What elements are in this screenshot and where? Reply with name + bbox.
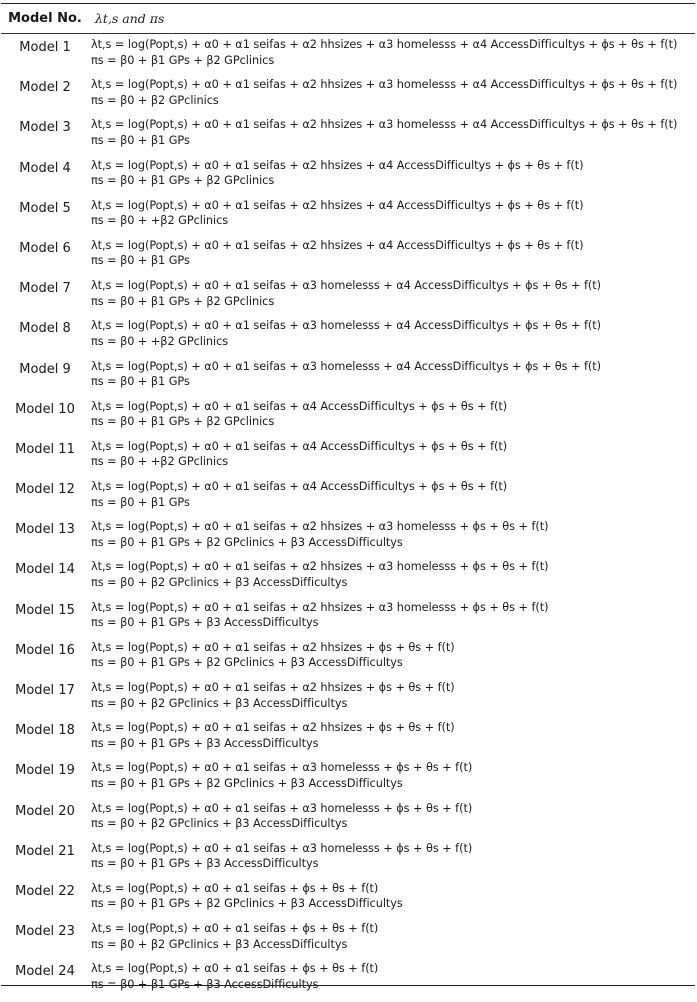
table-row — [1, 37, 695, 77]
pi-equation: πs = β0 + β1 GPs — [91, 254, 190, 268]
table-row — [1, 278, 695, 318]
table-row — [1, 238, 695, 278]
pi-equation: πs = β0 + β1 GPs + β2 GPclinics + β3 AccessDifficultys — [91, 535, 403, 549]
model-equations — [89, 318, 601, 358]
table-row — [1, 760, 695, 800]
model-number: Model 7 — [19, 281, 71, 297]
model-number: Model 9 — [19, 361, 71, 377]
pi-equation: πs = β0 + β1 GPs + β3 AccessDifficultys — [91, 977, 319, 991]
model-equations — [89, 921, 378, 961]
model-number: Model 1 — [19, 40, 71, 55]
pi-equation: πs = β0 + β2 GPclinics + β3 AccessDifficultys — [91, 937, 348, 951]
model-number: Model 19 — [15, 763, 75, 779]
model-equations — [89, 559, 549, 599]
model-equations — [89, 198, 583, 238]
table-row — [1, 198, 695, 238]
model-equations — [89, 479, 507, 519]
lambda-equation: λt,s = log(Popt,s) + α0 + α1 seifas + α4 AccessDifficultys + ϕs + θs + f(t) — [91, 399, 508, 413]
model-number: Model 10 — [15, 401, 75, 417]
lambda-equation: λt,s = log(Popt,s) + α0 + α1 seifas + α2 hhsizes + α4 AccessDifficultys + ϕs + θs + f(t) — [91, 238, 584, 252]
model-equations — [89, 399, 507, 439]
pi-equation: πs = β0 + β2 GPclinics + β3 AccessDifficultys — [91, 575, 348, 589]
model-number: Model 24 — [15, 964, 75, 980]
table-header — [1, 4, 695, 33]
model-equations — [89, 519, 549, 559]
table-row — [1, 77, 695, 117]
pi-equation: πs = β0 + β2 GPclinics + β3 AccessDifficultys — [91, 696, 348, 710]
model-equations — [89, 278, 601, 318]
table-row — [1, 801, 695, 841]
model-number: Model 8 — [19, 321, 71, 337]
lambda-equation: λt,s = log(Popt,s) + α0 + α1 seifas + ϕs + θs + f(t) — [91, 881, 379, 895]
model-equations — [89, 117, 677, 157]
model-number: Model 5 — [19, 200, 71, 216]
table-row — [1, 359, 695, 399]
table-row — [1, 117, 695, 157]
table-row — [1, 158, 695, 198]
table-row — [1, 921, 695, 961]
model-number: Model 21 — [15, 843, 75, 859]
table-row — [1, 841, 695, 881]
model-number: Model 23 — [15, 924, 75, 940]
lambda-equation: λt,s = log(Popt,s) + α0 + α1 seifas + α2 hhsizes + α3 homelesss + α4 AccessDifficultys + ϕs + θs + f(t) — [91, 118, 678, 132]
pi-equation: πs = β0 + β1 GPs + β2 GPclinics + β3 AccessDifficultys — [91, 897, 403, 911]
lambda-equation: λt,s = log(Popt,s) + α0 + α1 seifas + α3 homelesss + α4 AccessDifficultys + ϕs + θs + f(t) — [91, 359, 602, 373]
pi-equation: πs = β0 + β1 GPs + β2 GPclinics + β3 AccessDifficultys — [91, 656, 403, 670]
model-number: Model 15 — [15, 602, 75, 618]
pi-equation: πs = β0 + β2 GPclinics — [91, 93, 219, 107]
header-model-no: Model No. — [8, 11, 82, 26]
pi-equation: πs = β0 + β1 GPs — [91, 495, 190, 509]
pi-equation: πs = β0 + β1 GPs + β3 AccessDifficultys — [91, 857, 319, 871]
pi-equation: πs = β0 + +β2 GPclinics — [91, 334, 229, 348]
lambda-equation: λt,s = log(Popt,s) + α0 + α1 seifas + α2 hhsizes + ϕs + θs + f(t) — [91, 721, 455, 735]
lambda-equation: λt,s = log(Popt,s) + α0 + α1 seifas + α3 homelesss + ϕs + θs + f(t) — [91, 801, 473, 815]
model-equations — [89, 359, 601, 399]
pi-equation: πs = β0 + β1 GPs + β2 GPclinics — [91, 294, 275, 308]
lambda-equation: λt,s = log(Popt,s) + α0 + α1 seifas + α3 homelesss + α4 AccessDifficultys + ϕs + θs + f(t) — [91, 279, 602, 293]
table-bottom-rule — [1, 985, 695, 986]
model-equations — [89, 439, 507, 479]
model-equations — [89, 961, 378, 1001]
model-number: Model 20 — [15, 803, 75, 819]
table-row — [1, 640, 695, 680]
model-specification-table — [1, 0, 695, 1002]
model-equations — [89, 841, 472, 881]
pi-equation: πs = β0 + β1 GPs + β2 GPclinics + β3 AccessDifficultys — [91, 776, 403, 790]
model-equations — [89, 238, 583, 278]
lambda-equation: λt,s = log(Popt,s) + α0 + α1 seifas + α2 hhsizes + α3 homelesss + ϕs + θs + f(t) — [91, 600, 549, 614]
model-number: Model 12 — [15, 482, 75, 498]
model-equations — [89, 801, 472, 841]
model-number: Model 18 — [15, 723, 75, 739]
model-equations — [89, 720, 455, 760]
table-row — [1, 720, 695, 760]
model-equations — [89, 37, 677, 77]
pi-equation: πs = β0 + +β2 GPclinics — [91, 214, 229, 228]
pi-equation: πs = β0 + β1 GPs — [91, 375, 190, 388]
lambda-equation: λt,s = log(Popt,s) + α0 + α1 seifas + α2 hhsizes + ϕs + θs + f(t) — [91, 681, 455, 694]
model-number: Model 16 — [15, 642, 75, 658]
model-equations — [89, 158, 583, 198]
pi-equation: πs = β0 + β1 GPs + β2 GPclinics — [91, 415, 275, 429]
table-body — [1, 34, 695, 1002]
table-row — [1, 881, 695, 921]
model-number: Model 22 — [15, 883, 75, 899]
model-number: Model 2 — [19, 80, 71, 96]
table-row — [1, 318, 695, 358]
lambda-equation: λt,s = log(Popt,s) + α0 + α1 seifas + α4 AccessDifficultys + ϕs + θs + f(t) — [91, 439, 508, 453]
table-row — [1, 479, 695, 519]
lambda-equation: λt,s = log(Popt,s) + α0 + α1 seifas + α3 homelesss + ϕs + θs + f(t) — [91, 761, 473, 775]
lambda-equation: λt,s = log(Popt,s) + α0 + α1 seifas + ϕs + θs + f(t) — [91, 922, 379, 936]
table-row — [1, 559, 695, 599]
lambda-equation: λt,s = log(Popt,s) + α0 + α1 seifas + α2 hhsizes + α4 AccessDifficultys + ϕs + θs + f(t) — [91, 198, 584, 212]
lambda-equation: λt,s = log(Popt,s) + α0 + α1 seifas + α2 hhsizes + α3 homelesss + ϕs + θs + f(t) — [91, 560, 549, 574]
lambda-equation: λt,s = log(Popt,s) + α0 + α1 seifas + α2 hhsizes + ϕs + θs + f(t) — [91, 640, 455, 654]
pi-equation: πs = β0 + β1 GPs + β3 AccessDifficultys — [91, 616, 319, 630]
model-number: Model 4 — [19, 160, 71, 176]
model-number: Model 3 — [19, 120, 71, 136]
model-number: Model 6 — [19, 240, 71, 256]
model-equations — [89, 680, 455, 720]
lambda-equation: λt,s = log(Popt,s) + α0 + α1 seifas + α2 hhsizes + α3 homelesss + α4 AccessDifficultys + ϕs + θs + f(t) — [91, 78, 678, 92]
lambda-equation: λt,s = log(Popt,s) + α0 + α1 seifas + α2 hhsizes + α3 homelesss + ϕs + θs + f(t) — [91, 520, 549, 534]
pi-equation: πs = β0 + β2 GPclinics + β3 AccessDifficultys — [91, 817, 348, 831]
model-number: Model 17 — [15, 683, 75, 698]
lambda-equation: λt,s = log(Popt,s) + α0 + α1 seifas + α3 homelesss + α4 AccessDifficultys + ϕs + θs + f(t) — [91, 319, 602, 333]
lambda-equation: λt,s = log(Popt,s) + α0 + α1 seifas + α3 homelesss + ϕs + θs + f(t) — [91, 841, 473, 855]
model-equations — [89, 77, 677, 117]
model-number: Model 13 — [15, 522, 75, 538]
model-equations — [89, 881, 403, 921]
pi-equation: πs = β0 + β1 GPs + β2 GPclinics — [91, 53, 275, 67]
lambda-equation: λt,s = log(Popt,s) + α0 + α1 seifas + α4 AccessDifficultys + ϕs + θs + f(t) — [91, 480, 508, 494]
pi-equation: πs = β0 + β1 GPs — [91, 133, 190, 147]
lambda-equation: λt,s = log(Popt,s) + α0 + α1 seifas + ϕs + θs + f(t) — [91, 962, 379, 976]
model-equations — [89, 640, 455, 680]
table-row — [1, 519, 695, 559]
model-equations — [89, 760, 472, 800]
table-row — [1, 439, 695, 479]
lambda-equation: λt,s = log(Popt,s) + α0 + α1 seifas + α2 hhsizes + α4 AccessDifficultys + ϕs + θs + f(t) — [91, 158, 584, 172]
model-number: Model 14 — [15, 562, 75, 578]
table-row — [1, 600, 695, 640]
table-row — [1, 680, 695, 720]
header-equations: λt,s and πs — [95, 11, 165, 26]
table-row — [1, 399, 695, 439]
pi-equation: πs = β0 + +β2 GPclinics — [91, 455, 229, 469]
model-number: Model 11 — [15, 441, 75, 457]
table-row — [1, 961, 695, 1001]
pi-equation: πs = β0 + β1 GPs + β3 AccessDifficultys — [91, 736, 319, 750]
pi-equation: πs = β0 + β1 GPs + β2 GPclinics — [91, 174, 275, 188]
model-equations — [89, 600, 549, 640]
lambda-equation: λt,s = log(Popt,s) + α0 + α1 seifas + α2 hhsizes + α3 homelesss + α4 AccessDifficultys + ϕs + θs + f(t) — [91, 38, 678, 51]
